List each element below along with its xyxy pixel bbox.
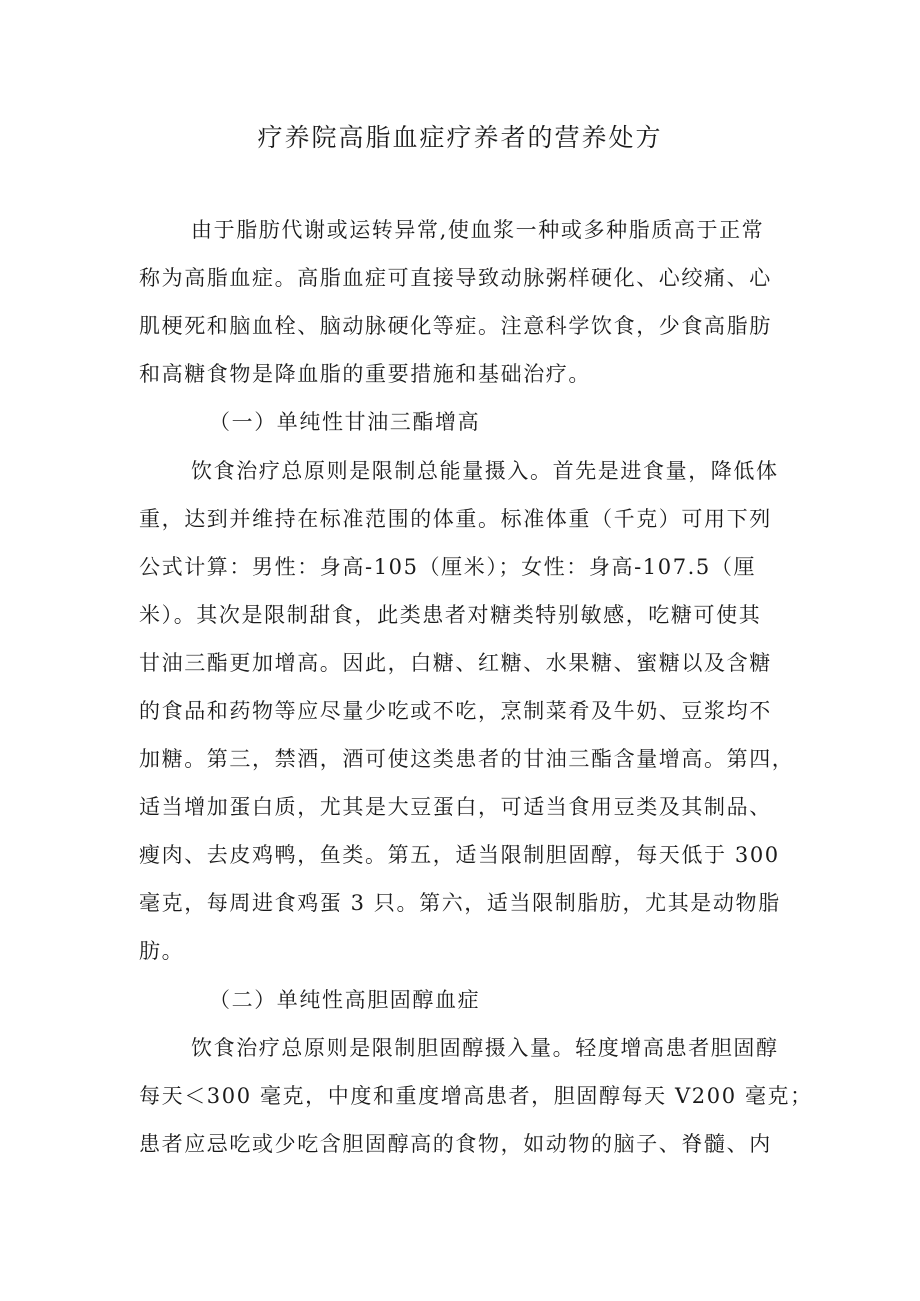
paragraph-line: 肌梗死和脑血栓、脑动脉硬化等症。注意科学饮食，少食高脂肪 (139, 314, 772, 338)
section-heading: （一）单纯性甘油三酯增高 (209, 410, 481, 434)
paragraph-line: 和高糖食物是降血脂的重要措施和基础治疗。 (139, 362, 591, 386)
paragraph-line: 公式计算：男性：身高-105（厘米）；女性：身高-107.5（厘 (139, 555, 757, 579)
paragraph-line: 每天＜300 毫克，中度和重度增高患者，胆固醇每天 V200 毫克； (139, 1084, 813, 1108)
paragraph-line: 由于脂肪代谢或运转异常,使血浆一种或多种脂质高于正常 (191, 218, 765, 242)
paragraph-line: 肪。 (139, 939, 185, 963)
paragraph-line: 毫克，每周进食鸡蛋 3 只。第六，适当限制脂肪，尤其是动物脂 (139, 891, 781, 915)
paragraph-line: 患者应忌吃或少吃含胆固醇高的食物，如动物的脑子、脊髓、内 (139, 1132, 772, 1156)
section-heading: （二）单纯性高胆固醇血症 (209, 988, 481, 1012)
paragraph-line: 加糖。第三，禁酒，酒可使这类患者的甘油三酯含量增高。第四， (139, 747, 795, 771)
paragraph-line: 瘦肉、去皮鸡鸭，鱼类。第五，适当限制胆固醇，每天低于 300 (139, 843, 780, 867)
document-title: 疗养院高脂血症疗养者的营养处方 (257, 123, 663, 152)
paragraph-line: 甘油三酯更加增高。因此，白糖、红糖、水果糖、蜜糖以及含糖 (139, 651, 772, 675)
paragraph-line: 米）。其次是限制甜食，此类患者对糖类特别敏感，吃糖可使其 (139, 603, 762, 627)
paragraph-line: 饮食治疗总原则是限制胆固醇摄入量。轻度增高患者胆固醇 (191, 1036, 779, 1060)
paragraph-line: 的食品和药物等应尽量少吃或不吃，烹制菜肴及牛奶、豆浆均不 (139, 699, 772, 723)
paragraph-line: 称为高脂血症。高脂血症可直接导致动脉粥样硬化、心绞痛、心 (139, 266, 772, 290)
paragraph-line: 适当增加蛋白质，尤其是大豆蛋白，可适当食用豆类及其制品、 (139, 795, 772, 819)
paragraph-line: 重，达到并维持在标准范围的体重。标准体重（千克）可用下列 (139, 507, 772, 531)
paragraph-line: 饮食治疗总原则是限制总能量摄入。首先是进食量，降低体 (191, 459, 779, 483)
